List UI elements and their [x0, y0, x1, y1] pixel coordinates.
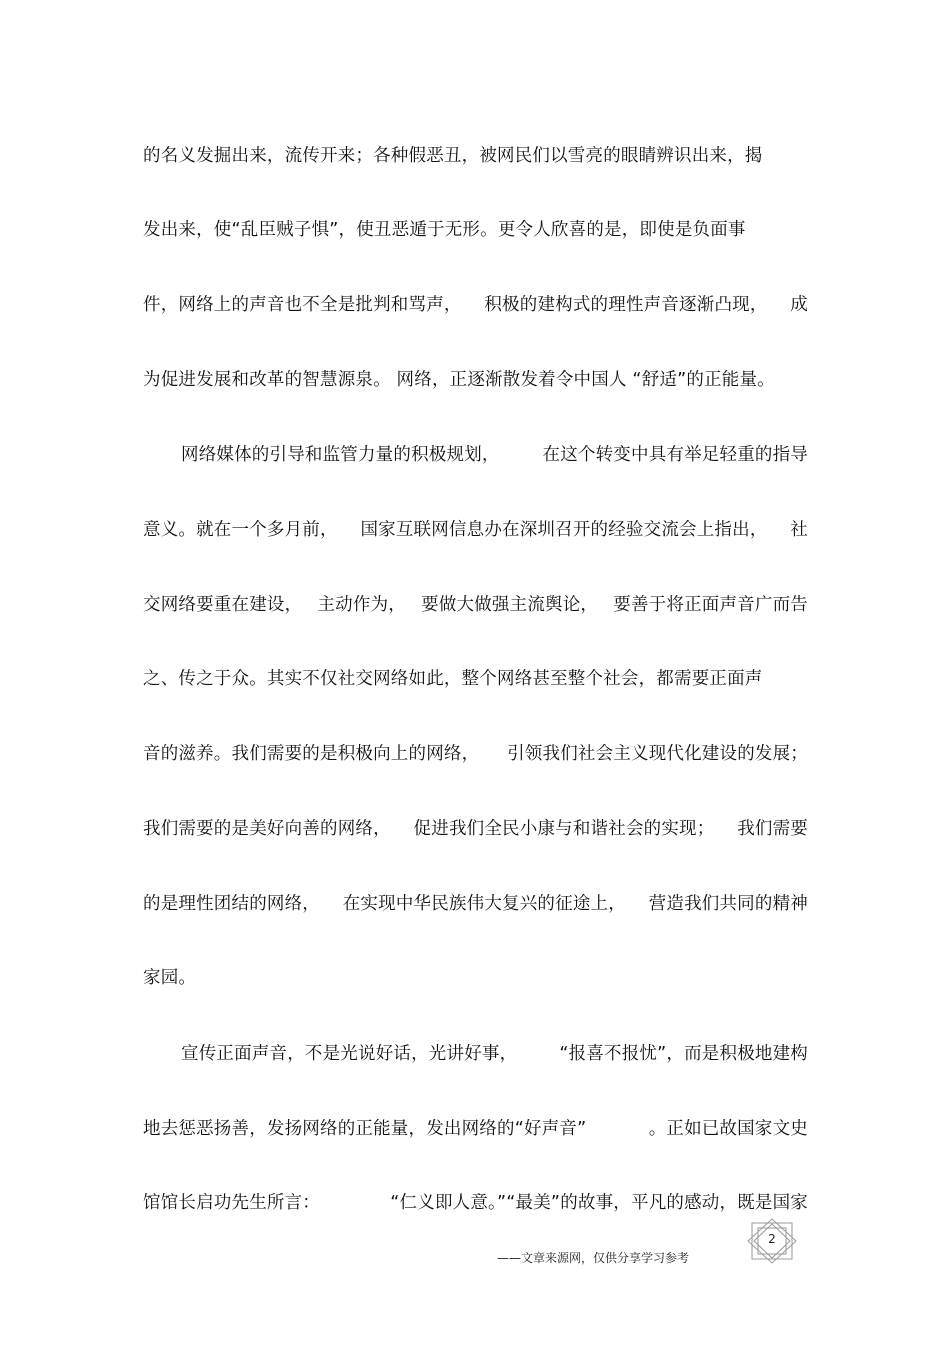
text-segment: “报喜不报忧”，而是积极地建构: [559, 1044, 808, 1064]
text-segment: 件，网络上的声音也不全是批判和骂声，: [143, 295, 462, 315]
text-segment: 在实现中华民族伟大复兴的征途上，: [342, 894, 626, 914]
text-segment: 成: [790, 295, 808, 315]
text-segment: 社: [790, 520, 808, 540]
text-segment: 网络媒体的引导和监管力量的积极规划，: [181, 445, 500, 465]
paragraph-line: [143, 817, 808, 841]
text-segment: 要善于将正面声音广而告: [613, 595, 808, 615]
text-segment: 宣传正面声音，不是光说好话，光讲好事，: [181, 1044, 518, 1064]
text-segment: 的是理性团结的网络，: [143, 894, 320, 914]
text-segment: 地去惩恶扬善，发扬网络的正能量，发出网络的“好声音”: [143, 1119, 587, 1139]
text-segment: 音的滋养。我们需要的是积极向上的网络，: [143, 744, 480, 764]
paragraph-line: 为促进发展和改革的智慧源泉。 网络，正逐渐散发着令中国人 “舒适”的正能量。: [143, 370, 775, 390]
paragraph-line: 之、传之于众。其实不仅社交网络如此，整个网络甚至整个社会，都需要正面声: [143, 669, 763, 689]
text-segment: 主动作为，: [317, 595, 406, 615]
paragraph-line: [143, 293, 808, 317]
paragraph-line: [181, 1042, 808, 1066]
text-segment: 营造我们共同的精神: [648, 894, 808, 914]
text-segment: 交网络要重在建设，: [143, 595, 303, 615]
paragraph-line: [143, 1117, 808, 1141]
text-segment: 。正如已故国家文史: [648, 1119, 808, 1139]
text-segment: 馆馆长启功先生所言：: [143, 1193, 320, 1213]
text-segment: 我们需要: [737, 819, 808, 839]
page-number: 2: [768, 1232, 776, 1246]
paragraph-line: 发出来，使“乱臣贼子惧”，使丑恶遁于无形。更令人欣喜的是，即使是负面事: [143, 220, 746, 240]
text-segment: 积极的建构式的理性声音逐渐凸现，: [484, 295, 768, 315]
text-segment: 意义。就在一个多月前，: [143, 520, 338, 540]
paragraph-line: [181, 443, 808, 467]
paragraph-line: [143, 892, 808, 916]
paragraph-line: [143, 742, 808, 766]
paragraph-line: [143, 1191, 808, 1215]
text-segment: 我们需要的是美好向善的网络，: [143, 819, 391, 839]
text-segment: 国家互联网信息办在深圳召开的经验交流会上指出，: [360, 520, 768, 540]
text-segment: 在这个转变中具有举足轻重的指导: [542, 445, 808, 465]
text-segment: 促进我们全民小康与和谐社会的实现；: [413, 819, 715, 839]
text-segment: 引领我们社会主义现代化建设的发展；: [507, 744, 808, 764]
page-number-badge: [746, 1218, 798, 1264]
paragraph-line: 的名义发掘出来，流传开来；各种假恶丑，被网民们以雪亮的眼睛辨识出来，揭: [143, 146, 763, 166]
paragraph-line: [143, 518, 808, 542]
footer-source-note: ——文章来源网，仅供分享学习参考: [497, 1251, 690, 1265]
paragraph-line: [143, 593, 808, 617]
paragraph-line: 家园。: [143, 968, 197, 988]
text-segment: “仁义即人意。”“最美”的故事，平凡的感动，既是国家: [390, 1193, 808, 1213]
text-segment: 要做大做强主流舆论，: [421, 595, 599, 615]
